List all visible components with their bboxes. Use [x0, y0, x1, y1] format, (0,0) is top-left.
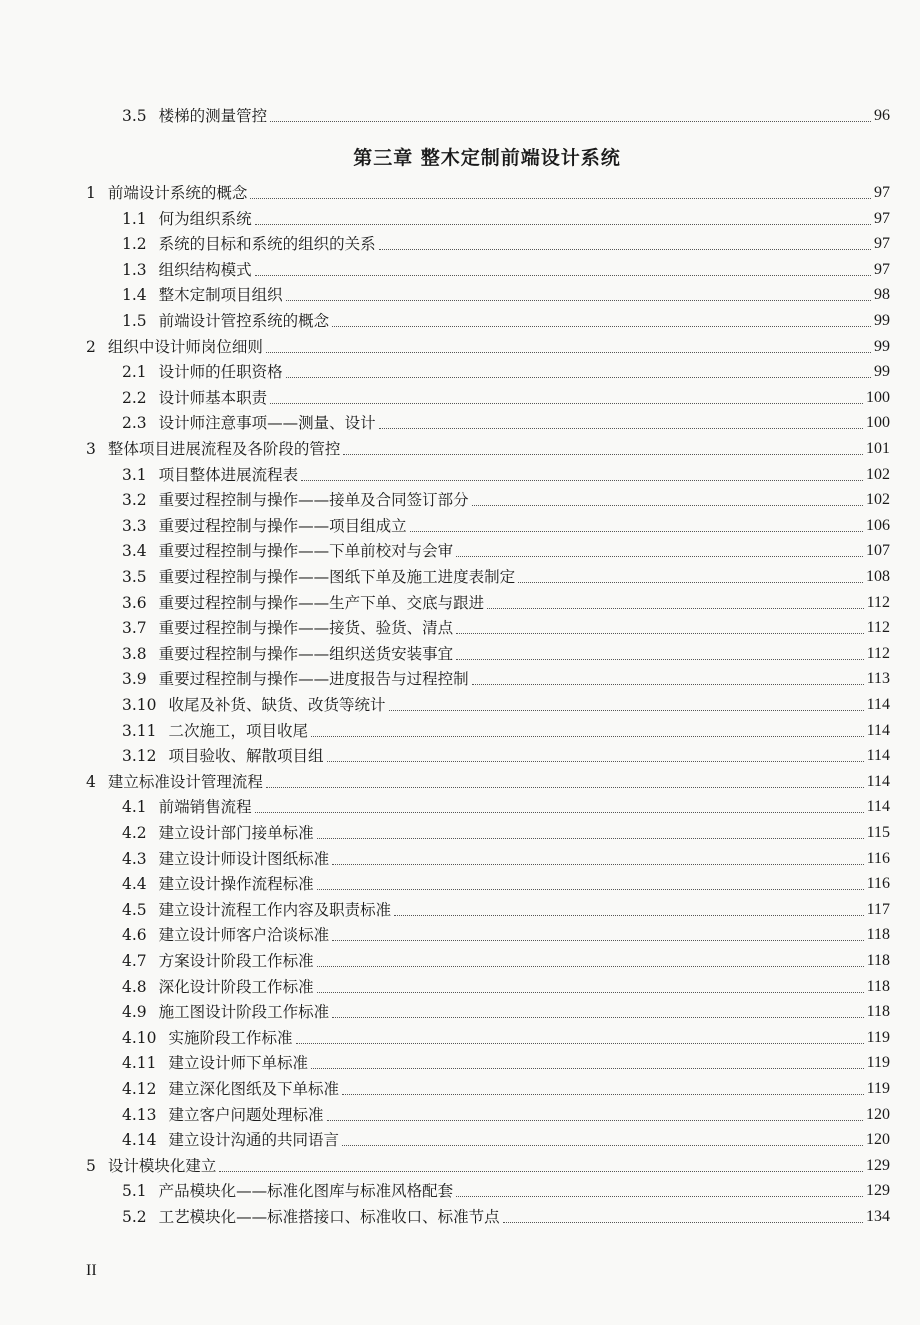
toc-entry-label: 楼梯的测量管控	[158, 107, 268, 125]
toc-entry	[0, 1024, 890, 1048]
toc-entry-number: 4.6	[122, 926, 147, 945]
dot-leader	[332, 1017, 863, 1018]
toc-entry-number: 2.1	[122, 363, 147, 382]
toc-entry-number: 4.10	[122, 1028, 157, 1047]
toc-entry-page: 101	[866, 440, 890, 457]
toc-entry-label: 方案设计阶段工作标准	[158, 952, 314, 970]
toc-entry-page: 112	[866, 619, 890, 637]
toc-entry-label: 整体项目进展流程及各阶段的管控	[107, 440, 341, 458]
toc-entry-number: 1.1	[122, 209, 147, 228]
toc-entry-label: 建立深化图纸及下单标准	[168, 1080, 340, 1098]
toc-entry-number: 4.2	[122, 824, 147, 842]
toc-entry-label: 项目整体进展流程表	[158, 465, 299, 484]
toc-entry-label: 设计师的任职资格	[158, 363, 283, 382]
toc-entry-number: 3.12	[122, 747, 157, 766]
toc-entry	[0, 640, 890, 664]
toc-entry	[0, 870, 890, 894]
toc-entry-label: 前端销售流程	[158, 798, 252, 817]
toc-entry-label: 重要过程控制与操作——项目组成立	[158, 516, 407, 535]
dot-leader	[317, 992, 864, 993]
toc-entry-label: 重要过程控制与操作——生产下单、交底与跟进	[158, 593, 485, 612]
toc-entry-number: 4.8	[122, 977, 147, 996]
toc-entry-label: 建立设计师设计图纸标准	[158, 849, 330, 868]
toc-entry-page: 119	[866, 1028, 890, 1046]
toc-entry-page: 117	[866, 900, 890, 918]
toc-entry-number: 3.4	[122, 542, 147, 561]
toc-entry	[0, 614, 890, 638]
toc-entry-number: 1.5	[122, 312, 147, 330]
toc-entry	[0, 537, 890, 561]
toc-entry-label: 重要过程控制与操作——进度报告与过程控制	[158, 670, 469, 689]
toc-entry-page: 114	[866, 772, 890, 790]
toc-entry	[0, 742, 890, 766]
toc-entry-label: 建立设计师客户洽谈标准	[158, 926, 330, 945]
toc-entry	[0, 1203, 890, 1227]
toc-entry	[0, 947, 890, 971]
toc-entry-number: 3.7	[122, 619, 147, 638]
toc-entry-number: 3.11	[122, 721, 157, 740]
toc-entry-number: 1.3	[122, 260, 147, 279]
toc-entry-label: 重要过程控制与操作——图纸下单及施工进度表制定	[158, 568, 516, 586]
toc-entry-number: 3.10	[122, 696, 157, 714]
toc-entry-number: 2.3	[122, 414, 147, 433]
toc-entry-page: 98	[874, 286, 890, 304]
dot-leader	[456, 556, 863, 557]
toc-entry-label: 产品模块化——标准化图库与标准风格配套	[158, 1182, 454, 1201]
dot-leader	[456, 1196, 863, 1197]
toc-entry-page: 113	[866, 670, 890, 688]
dot-leader	[311, 736, 864, 737]
toc-entry-label: 前端设计管控系统的概念	[158, 312, 330, 330]
dot-leader	[286, 300, 871, 301]
dot-leader	[270, 403, 863, 404]
toc-entry-page: 108	[866, 568, 890, 585]
toc-entry	[0, 307, 890, 331]
toc-entry-number: 5	[86, 1156, 96, 1175]
dot-leader	[518, 582, 863, 583]
toc-entry-page: 102	[866, 465, 890, 483]
toc-entry-page: 129	[866, 1156, 890, 1174]
toc-entry-label: 建立标准设计管理流程	[107, 772, 263, 791]
toc-entry-label: 项目验收、解散项目组	[168, 747, 324, 766]
dot-leader	[317, 966, 864, 967]
toc-entry-page: 112	[866, 593, 890, 611]
toc-entry-label: 建立设计部门接单标准	[158, 824, 314, 842]
toc-entry-page: 114	[866, 696, 890, 713]
toc-entry	[0, 665, 890, 689]
toc-entry	[0, 358, 890, 382]
toc-entry-page: 100	[866, 388, 890, 406]
toc-entry-label: 建立设计操作流程标准	[158, 875, 314, 894]
dot-leader	[327, 1120, 863, 1121]
toc-entry-page: 129	[866, 1182, 890, 1200]
toc-entry-page: 114	[866, 721, 890, 739]
toc-entry	[0, 1101, 890, 1125]
toc-entry-label: 重要过程控制与操作——下单前校对与会审	[158, 542, 454, 561]
toc-entry	[0, 717, 890, 741]
dot-leader	[317, 838, 864, 839]
dot-leader	[255, 275, 871, 276]
toc-entry	[0, 998, 890, 1022]
toc-entry-page: 118	[866, 1003, 890, 1021]
dot-leader	[296, 1043, 864, 1044]
dot-leader	[503, 1222, 863, 1223]
dot-leader	[311, 1068, 864, 1069]
toc-entry	[0, 179, 890, 203]
dot-leader	[332, 326, 871, 327]
dot-leader	[456, 659, 863, 660]
toc-entry-label: 组织中设计师岗位细则	[107, 337, 263, 356]
toc-entry-page: 118	[866, 926, 890, 944]
toc-entry	[0, 819, 890, 843]
toc-entry-page: 119	[866, 1054, 890, 1072]
toc-entry-number: 3.9	[122, 670, 147, 689]
dot-leader	[342, 1145, 863, 1146]
toc-entry	[0, 691, 890, 715]
toc-entry-page: 106	[866, 516, 890, 534]
toc-entry	[0, 230, 890, 254]
toc-entry	[0, 409, 890, 433]
toc-entry	[0, 589, 890, 613]
toc-entry-label: 建立客户问题处理标准	[168, 1105, 324, 1124]
toc-entry-page: 120	[866, 1105, 890, 1123]
dot-leader	[286, 377, 871, 378]
toc-entry-page: 99	[874, 363, 890, 381]
dot-leader	[472, 505, 863, 506]
dot-leader	[327, 761, 864, 762]
dot-leader	[270, 121, 871, 122]
toc-entry-page: 97	[874, 235, 890, 253]
toc-entry-page: 116	[866, 875, 890, 893]
toc-entry	[0, 1126, 890, 1150]
toc-entry-label: 前端设计系统的概念	[107, 184, 248, 202]
toc-entry-page: 99	[874, 337, 890, 355]
toc-entry-number: 5.2	[122, 1208, 147, 1226]
toc-entry-page: 99	[874, 312, 890, 329]
toc-entry-number: 3.2	[122, 491, 147, 510]
dot-leader	[317, 889, 864, 890]
toc-entry-number: 4	[86, 772, 96, 791]
toc-entry-page: 134	[866, 1208, 890, 1225]
toc-entry-number: 3.3	[122, 516, 147, 535]
toc-entry-number: 4.9	[122, 1003, 147, 1022]
toc-entry-number: 1.2	[122, 235, 147, 254]
dot-leader	[255, 812, 864, 813]
toc-entry-number: 1.4	[122, 286, 147, 305]
toc-entry-number: 3	[86, 440, 96, 458]
toc-entry-label: 建立设计师下单标准	[168, 1054, 309, 1073]
dot-leader	[332, 864, 863, 865]
toc-entry-label: 二次施工，项目收尾	[168, 721, 309, 740]
page-number-footer: II	[86, 1262, 97, 1279]
toc-entry-label: 设计模块化建立	[107, 1156, 217, 1175]
toc-entry-label: 实施阶段工作标准	[168, 1028, 293, 1047]
toc-entry-page: 120	[866, 1131, 890, 1149]
toc-entry	[0, 845, 890, 869]
toc-entry-label: 深化设计阶段工作标准	[158, 977, 314, 996]
dot-leader	[250, 198, 871, 199]
toc-entry-number: 3.1	[122, 465, 147, 484]
toc-entry-number: 4.3	[122, 849, 147, 868]
toc-entry-label: 重要过程控制与操作——组织送货安装事宜	[158, 644, 454, 663]
toc-entry	[0, 896, 890, 920]
dot-leader	[456, 633, 863, 634]
toc-entry-number: 4.13	[122, 1105, 157, 1124]
toc-entry-label: 设计师基本职责	[158, 388, 268, 407]
toc-entry-number: 4.7	[122, 952, 147, 970]
toc-entry-page: 96	[874, 107, 890, 124]
toc-entry-label: 工艺模块化——标准搭接口、标准收口、标准节点	[158, 1208, 500, 1226]
toc-entry-page: 107	[866, 542, 890, 560]
dot-leader	[379, 428, 863, 429]
toc-entry	[0, 1075, 890, 1099]
toc-entry	[0, 461, 890, 485]
toc-entry	[0, 1049, 890, 1073]
toc-entry-page: 119	[866, 1080, 890, 1097]
toc-entry-number: 4.11	[122, 1054, 157, 1073]
toc-entry-number: 4.4	[122, 875, 147, 894]
toc-entry-number: 4.1	[122, 798, 147, 817]
dot-leader	[472, 684, 864, 685]
toc-entry-page: 118	[866, 977, 890, 995]
toc-entry-page: 114	[866, 747, 890, 765]
toc-entry-page: 115	[866, 824, 890, 841]
toc-entry-number: 3.8	[122, 644, 147, 663]
toc-entry-number: 4.12	[122, 1080, 157, 1098]
toc-entry-page: 97	[874, 260, 890, 278]
toc-entry-number: 2	[86, 337, 96, 356]
toc-entry	[0, 486, 890, 510]
toc-entry	[0, 384, 890, 408]
toc-entry-label: 重要过程控制与操作——接货、验货、清点	[158, 619, 454, 638]
toc-entry-number: 1	[86, 184, 96, 202]
toc-entry-page: 114	[866, 798, 890, 816]
toc-entry	[0, 512, 890, 536]
toc-entry-label: 建立设计流程工作内容及职责标准	[158, 900, 392, 919]
toc-entry-number: 3.5	[122, 568, 147, 586]
toc-entry-label: 系统的目标和系统的组织的关系	[158, 235, 376, 254]
toc-entry-label: 何为组织系统	[158, 209, 252, 228]
toc-entry-page: 97	[874, 209, 890, 227]
toc-entry	[0, 973, 890, 997]
toc-entry-page: 102	[866, 491, 890, 509]
toc-entry-label: 整木定制项目组织	[158, 286, 283, 305]
toc-entry-label: 收尾及补货、缺货、改货等统计	[168, 696, 386, 714]
toc-entry-page: 116	[866, 849, 890, 867]
toc-entry-number: 4.5	[122, 900, 147, 919]
toc-entry	[0, 1177, 890, 1201]
toc-entry-page: 97	[874, 184, 890, 201]
toc-entry	[0, 256, 890, 280]
toc-entry-page: 100	[866, 414, 890, 432]
toc-entry	[0, 768, 890, 792]
toc-entry	[0, 205, 890, 229]
toc-entry-top	[0, 102, 890, 126]
toc-entry-label: 组织结构模式	[158, 260, 252, 279]
dot-leader	[410, 531, 863, 532]
toc-entry	[0, 563, 890, 587]
toc-entry	[0, 435, 890, 459]
toc-entry	[0, 921, 890, 945]
toc-entry-page: 118	[866, 952, 890, 969]
toc-entry-label: 建立设计沟通的共同语言	[168, 1131, 340, 1150]
toc-entry-number: 3.5	[122, 107, 147, 125]
toc-entry-number: 4.14	[122, 1131, 157, 1150]
toc-entry	[0, 1152, 890, 1176]
dot-leader	[301, 480, 863, 481]
toc-entry-page: 112	[866, 644, 890, 662]
toc-entry	[0, 281, 890, 305]
dot-leader	[219, 1171, 863, 1172]
toc-entry-label: 重要过程控制与操作——接单及合同签订部分	[158, 491, 469, 510]
dot-leader	[487, 608, 863, 609]
dot-leader	[394, 915, 863, 916]
dot-leader	[343, 454, 863, 455]
toc-entry-label: 施工图设计阶段工作标准	[158, 1003, 330, 1022]
dot-leader	[266, 787, 864, 788]
toc-entry	[0, 333, 890, 357]
toc-entry-number: 5.1	[122, 1182, 147, 1201]
toc-entry	[0, 793, 890, 817]
chapter-title: 第三章 整木定制前端设计系统	[353, 147, 621, 169]
dot-leader	[266, 352, 871, 353]
toc-entry-label: 设计师注意事项——测量、设计	[158, 414, 376, 433]
toc-entry-number: 2.2	[122, 388, 147, 407]
dot-leader	[389, 710, 864, 711]
dot-leader	[379, 249, 871, 250]
toc-entry-number: 3.6	[122, 593, 147, 612]
dot-leader	[342, 1094, 864, 1095]
dot-leader	[332, 940, 863, 941]
dot-leader	[255, 224, 871, 225]
